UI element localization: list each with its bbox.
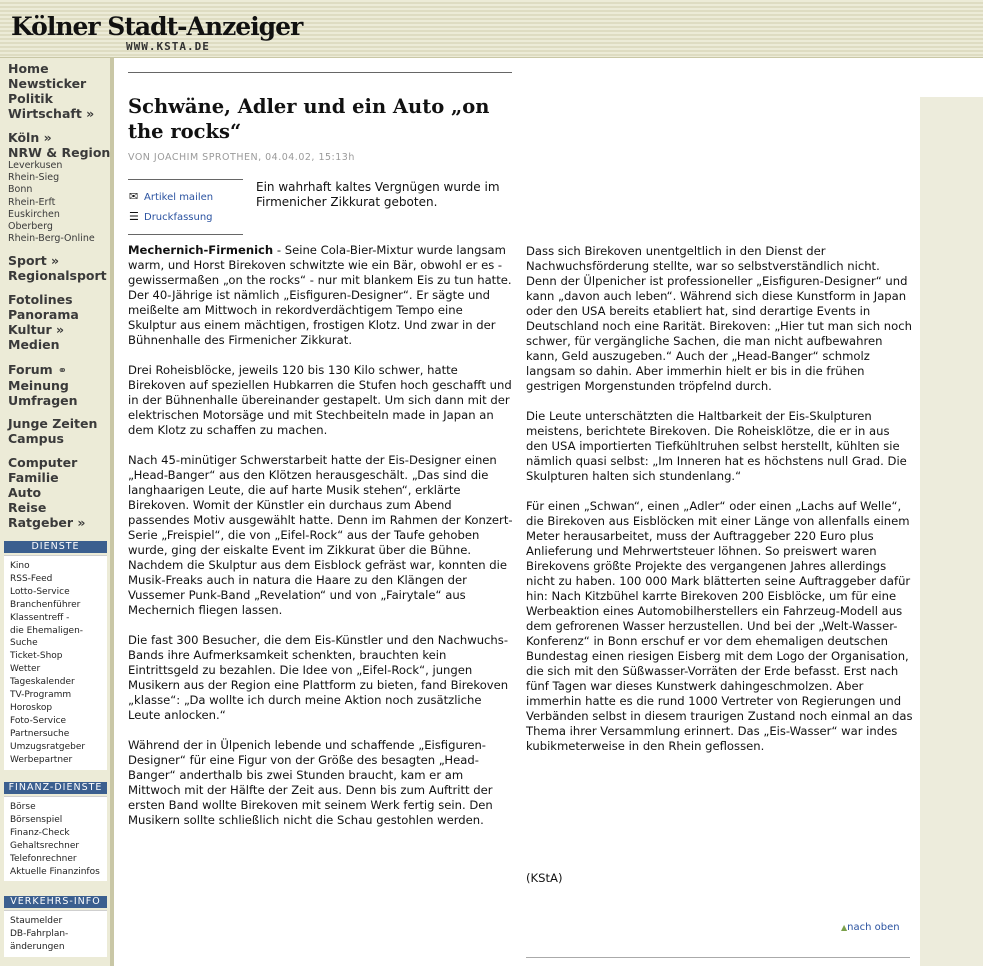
envelope-icon: ✉	[129, 190, 139, 203]
nav-reise[interactable]: Reise	[8, 500, 47, 515]
finanz-gehaltsrechner[interactable]: Gehaltsrechner	[10, 840, 80, 851]
mail-article-link[interactable]	[129, 190, 213, 203]
finanz-telefonrechner[interactable]: Telefonrechner	[10, 853, 77, 864]
dienste-lotto-service[interactable]: Lotto-Service	[10, 586, 70, 597]
nav-regionalsport[interactable]: Regionalsport	[8, 268, 107, 283]
verkehrs-info-header: VERKEHRS-INFO	[4, 896, 107, 908]
paragraph: Dass sich Birekoven unentgeltlich in den Dienst der Nachwuchsförderung stellte, war so selbstverständlich nicht. Denn der Ülpenicher ist professioneller „Eisfiguren-Designer“ und kann „davon auch leben“. Während sich diese Kunstform in Japan oder den USA bereits etabliert hat, sind derartige Events in Deutschland noch eine Rarität. Birekoven: „Hier tut man sich noch schwer, für vergängliche Sachen, die man nicht aufbewahren kann, Geld auszugeben.“ Auch der „Head-Banger“ schmolz langsam so dahin. Aber immerhin hielt er bis in die frühen gestrigen Morgenstunden tröpfelnd durch.	[526, 244, 912, 393]
nav-group-culture	[8, 292, 79, 352]
mail-article-label: Artikel mailen	[144, 192, 214, 203]
nav-leverkusen[interactable]: Leverkusen	[8, 160, 63, 171]
site-url[interactable]: WWW.KSTA.DE	[126, 40, 210, 53]
nav-meinung[interactable]: Meinung	[8, 378, 69, 393]
nav-forum[interactable]	[8, 362, 78, 378]
nav-wirtschaft[interactable]: Wirtschaft »	[8, 106, 95, 121]
article-dateline: Mechernich-Firmenich	[128, 243, 274, 257]
print-icon: ☰	[129, 210, 139, 223]
nav-rhein-sieg[interactable]: Rhein-Sieg	[8, 172, 60, 184]
nav-panorama[interactable]: Panorama	[8, 307, 79, 322]
article-credit: (KStA)	[526, 871, 563, 885]
nav-newsticker[interactable]: Newsticker	[8, 76, 87, 91]
site-logo[interactable]: Kölner Stadt-Anzeiger	[11, 12, 303, 41]
article-column-right	[526, 244, 914, 769]
article-byline: VON JOACHIM SPROTHEN, 04.04.02, 15:13h	[128, 152, 355, 163]
paragraph	[128, 243, 513, 348]
nav-rhein-berg-online[interactable]: Rhein-Berg-Online	[8, 233, 95, 245]
nav-group-sport	[8, 253, 107, 283]
paragraph: Die fast 300 Besucher, die dem Eis-Künstler und den Nachwuchs-Bands ihre Aufmerksamkeit schenkten, brauchten kein Eintrittsgeld zu bezahlen. Die Idee von „Eifel-Rock“, jungen Musikern aus der Region eine Plattform zu bieten, fand Birekoven „klasse“: „Da wollte ich durch meine Aktion noch zusätzliche Leute anlocken.“	[128, 633, 509, 722]
nav-nrw-region[interactable]: NRW & Region	[8, 145, 111, 160]
nav-politik[interactable]: Politik	[8, 91, 53, 106]
dienste-werbepartner[interactable]: Werbepartner	[10, 754, 73, 765]
article-column-left	[128, 243, 513, 843]
tools-bottom-rule	[128, 234, 243, 235]
tools-top-rule	[128, 179, 243, 180]
dienste-suche[interactable]: Suche	[10, 638, 38, 649]
bottom-rule	[526, 957, 910, 958]
nav-forum-label: Forum	[8, 362, 53, 377]
verkehr-staumelder[interactable]: Staumelder	[10, 916, 63, 926]
nav-group-region	[8, 130, 110, 245]
nav-oberberg[interactable]: Oberberg	[8, 221, 53, 233]
nav-campus[interactable]: Campus	[8, 431, 64, 446]
nav-group-forum	[8, 362, 78, 408]
nav-computer[interactable]: Computer	[8, 455, 78, 470]
dienste-umzugsratgeber[interactable]: Umzugsratgeber	[10, 741, 86, 752]
dienste-header: DIENSTE	[4, 541, 107, 553]
finanz-boerse[interactable]: Börse	[10, 802, 36, 812]
paragraph-text: - Seine Cola-Bier-Mixtur wurde langsam warm, und Horst Birekoven schwitzte wie ein Bär, obwohl er es - gewissermaßen „on the rocks“ - nur mit blankem Eis zu tun hatte. Der 40-Jährige ist nämlich „Eisfiguren-Designer“. Er sägte und meißelte am Mittwoch in rekordverdächtigem Tempo eine Skulptur aus einem mächtigen, frostigen Klotz. Und zwar in der Bühnenhalle des Firmenicher Zikkurat.	[128, 243, 512, 347]
dienste-klassentreff[interactable]: Klassentreff -	[10, 612, 70, 623]
nav-group-life	[8, 455, 85, 530]
nav-junge-zeiten[interactable]: Junge Zeiten	[8, 416, 98, 431]
dienste-tv-programm[interactable]: TV-Programm	[10, 690, 72, 701]
dienste-tageskalender[interactable]: Tageskalender	[10, 677, 75, 688]
headline-top-rule	[128, 72, 512, 73]
right-ad-column	[920, 97, 983, 966]
nav-euskirchen[interactable]: Euskirchen	[8, 208, 60, 220]
print-version-link[interactable]	[129, 210, 213, 223]
article-headline: Schwäne, Adler und ein Auto „on the rocks“	[128, 95, 490, 143]
nav-familie[interactable]: Familie	[8, 470, 59, 485]
dienste-list	[4, 555, 107, 770]
finanz-aktuelle-finanzinfos[interactable]: Aktuelle Finanzinfos	[10, 866, 100, 877]
finanz-boersenspiel[interactable]: Börsenspiel	[10, 814, 63, 825]
triangle-up-icon: ▲	[841, 923, 848, 932]
print-version-label: Druckfassung	[144, 212, 213, 223]
dienste-horoskop[interactable]: Horoskop	[10, 702, 53, 713]
paragraph: Drei Roheisblöcke, jeweils 120 bis 130 Kilo schwer, hatte Birekoven auf speziellen Hubkarren die Stufen hoch geschafft und in der Bühnenhalle übereinander gestapelt. Um sich dann mit der elektrischen Motorsäge und mit Stechbeiteln made in Japan an dem Klotz zu schaffen zu machen.	[128, 363, 512, 437]
nav-home[interactable]: Home	[8, 61, 49, 76]
verkehr-aenderungen[interactable]: änderungen	[10, 941, 65, 952]
finanz-check[interactable]: Finanz-Check	[10, 827, 70, 838]
finanz-dienste-list	[4, 796, 107, 881]
dienste-kino[interactable]: Kino	[10, 561, 30, 571]
back-to-top-label: nach oben	[847, 922, 900, 933]
nav-ratgeber[interactable]: Ratgeber »	[8, 515, 86, 530]
nav-umfragen[interactable]: Umfragen	[8, 393, 78, 408]
back-to-top-link[interactable]	[841, 922, 900, 933]
paragraph: Während der in Ülpenich lebende und schaffende „Eisfiguren-Designer“ für eine Figur von der Größe des besagten „Head-Banger“ anderthalb bis zwei Stunden braucht, kam er am Mittwoch mit der Hälfte der Zeit aus. Denn bis zum Auftritt der ersten Band wollte Birekoven mit seinem Werk fertig sein. Den Musikern sollte schließlich nicht die Schau gestohlen werden.	[128, 738, 493, 827]
dienste-ticket-shop[interactable]: Ticket-Shop	[10, 651, 63, 662]
dienste-branchenfuehrer[interactable]: Branchenführer	[10, 599, 81, 610]
dienste-partnersuche[interactable]: Partnersuche	[10, 728, 70, 739]
paragraph: Die Leute unterschätzten die Haltbarkeit der Eis-Skulpturen meistens, berichtete Birekoven. Die Roheisklötze, die er in aus den USA importierten Tiefkühltruhen selbst herstellt, kühlten sie nämlich quasi selbst: „Im Inneren hat es höchstens null Grad. Die Skulpturen halten sich stundenlang.“	[526, 409, 907, 483]
nav-medien[interactable]: Medien	[8, 337, 60, 352]
nav-kultur[interactable]: Kultur »	[8, 322, 65, 337]
article-teaser: Ein wahrhaft kaltes Vergnügen wurde im Firmenicher Zikkurat geboten.	[256, 180, 500, 209]
left-sidebar	[0, 58, 114, 966]
verkehr-db-fahrplan[interactable]: DB-Fahrplan-	[10, 928, 69, 939]
nav-sport[interactable]: Sport »	[8, 253, 60, 268]
forum-people-icon: ⚭	[57, 364, 67, 377]
nav-group-young	[8, 416, 97, 446]
paragraph: Für einen „Schwan“, einen „Adler“ oder einen „Lachs auf Welle“, die Birekoven aus Eisblöcken mit einer Länge von allenfalls einem Meter herausarbeitet, muss der Auftraggeber 220 Euro plus Anlieferung und Mehrwertsteuer löhnen. So preiswert waren Birekovens größte Projekte des vergangenen Jahres allerdings nicht zu haben. 100 000 Mark blätterten seine Auftraggeber dafür hin: Nach Kitzbühel karrte Birekoven 200 Eisblöcke, um für eine Werbeaktion eines Automobilherstellers ein Fahrzeug-Modell aus dem gefrorenen Wasser herzustellen. Und bei der „Welt-Wasser-Konferenz“ in Bonn erschuf er vor dem ehemaligen deutschen Bundestag einen riesigen Eisberg mit dem Logo der Organisation, die sich mit den Süßwasser-Vorräten der Erde befasst. Erst nach fünf Tagen war dieses Kunstwerk dahingeschmolzen. Aber immerhin hatte es die rund 1000 Vertreter von Regierungen und Verbänden selbst in diesem traurigen Zustand noch einmal an das Thema ihrer Versammlung erinnert. Das „Eis-Wasser“ war indes kubikmeterweise in den Rhein geflossen.	[526, 499, 913, 753]
dienste-rss-feed[interactable]: RSS-Feed	[10, 573, 53, 584]
dienste-ehemaligen[interactable]: die Ehemaligen-	[10, 625, 84, 636]
verkehrs-info-list	[4, 910, 107, 957]
site-header	[0, 0, 983, 58]
nav-fotolines[interactable]: Fotolines	[8, 292, 73, 307]
nav-rhein-erft[interactable]: Rhein-Erft	[8, 196, 56, 208]
nav-bonn[interactable]: Bonn	[8, 184, 33, 196]
finanz-dienste-header: FINANZ-DIENSTE	[4, 782, 107, 794]
dienste-wetter[interactable]: Wetter	[10, 664, 41, 675]
dienste-foto-service[interactable]: Foto-Service	[10, 715, 67, 726]
nav-group-main	[8, 61, 94, 121]
nav-auto[interactable]: Auto	[8, 485, 42, 500]
nav-koeln[interactable]: Köln »	[8, 130, 52, 145]
paragraph: Nach 45-minütiger Schwerstarbeit hatte der Eis-Designer einen „Head-Banger“ aus den Klötzen herausgeschält. „Das sind die langhaarigen Leute, die auf harte Musik stehen“, erklärte Birekoven. Womit der Künstler ein durchaus zum Abend passendes Motiv ausgewählt hatte. Denn im Rahmen der Konzert-Serie „Freispiel“, die von „Eifel-Rock“ aus der Taufe gehoben wurde, ging der eiskalte Event im Zikkurat über die Bühne. Nachdem die Skulptur aus dem Eisblock gefräst war, konnten die Musik-Freaks auch in natura die Haare zu den Klängen der Vussemer Punk-Band „Revelation“ und von „Fairytale“ aus Mechernich fliegen lassen.	[128, 453, 513, 617]
